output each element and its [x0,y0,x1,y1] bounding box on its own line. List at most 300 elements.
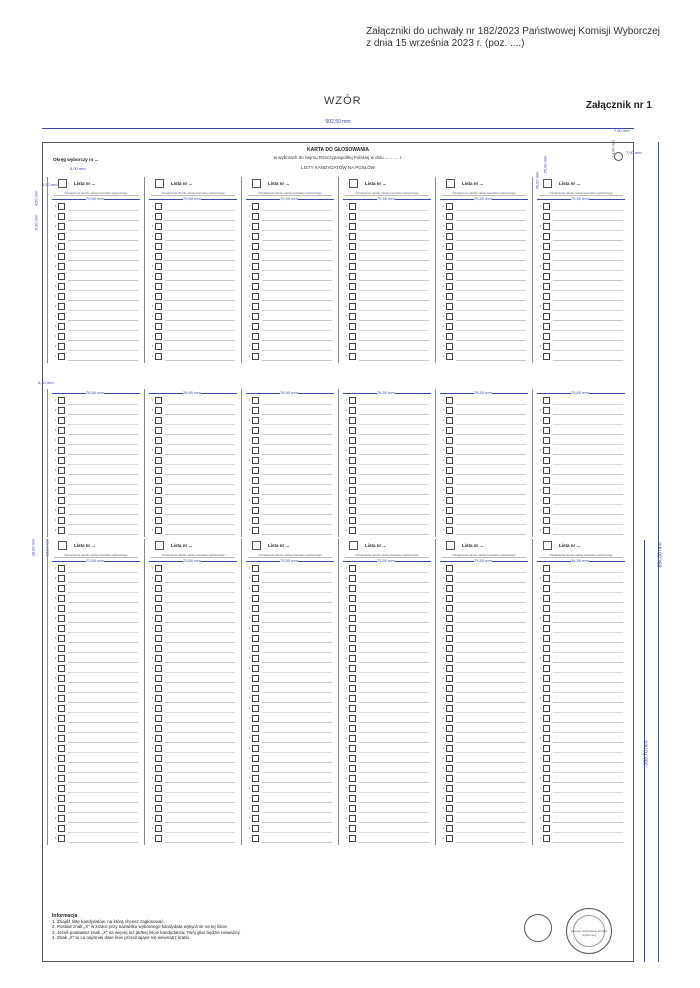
candidate-checkbox[interactable] [446,273,453,280]
candidate-checkbox[interactable] [252,635,259,642]
candidate-checkbox[interactable] [349,273,356,280]
candidate-checkbox[interactable] [446,635,453,642]
candidate-checkbox[interactable] [349,715,356,722]
candidate-checkbox[interactable] [155,273,162,280]
candidate-checkbox[interactable] [58,477,65,484]
candidate-checkbox[interactable] [446,585,453,592]
candidate-checkbox[interactable] [252,273,259,280]
candidate-checkbox[interactable] [252,343,259,350]
candidate-checkbox[interactable] [252,755,259,762]
candidate-checkbox[interactable] [446,323,453,330]
candidate-checkbox[interactable] [155,467,162,474]
candidate-checkbox[interactable] [349,825,356,832]
candidate-checkbox[interactable] [252,705,259,712]
candidate-checkbox[interactable] [58,615,65,622]
candidate-checkbox[interactable] [349,785,356,792]
candidate-checkbox[interactable] [58,313,65,320]
candidate-checkbox[interactable] [446,815,453,822]
candidate-checkbox[interactable] [543,775,550,782]
candidate-checkbox[interactable] [155,487,162,494]
candidate-checkbox[interactable] [446,407,453,414]
candidate-checkbox[interactable] [155,447,162,454]
candidate-checkbox[interactable] [349,427,356,434]
candidate-checkbox[interactable] [252,625,259,632]
candidate-checkbox[interactable] [349,313,356,320]
candidate-checkbox[interactable] [58,655,65,662]
candidate-checkbox[interactable] [155,715,162,722]
candidate-checkbox[interactable] [446,417,453,424]
candidate-checkbox[interactable] [58,527,65,534]
candidate-checkbox[interactable] [252,715,259,722]
candidate-checkbox[interactable] [349,725,356,732]
candidate-checkbox[interactable] [446,467,453,474]
candidate-checkbox[interactable] [155,615,162,622]
candidate-checkbox[interactable] [155,223,162,230]
candidate-checkbox[interactable] [543,477,550,484]
candidate-checkbox[interactable] [446,263,453,270]
candidate-checkbox[interactable] [446,527,453,534]
candidate-checkbox[interactable] [543,595,550,602]
candidate-checkbox[interactable] [446,253,453,260]
candidate-checkbox[interactable] [252,765,259,772]
candidate-checkbox[interactable] [252,487,259,494]
candidate-checkbox[interactable] [349,497,356,504]
candidate-checkbox[interactable] [58,695,65,702]
candidate-checkbox[interactable] [543,397,550,404]
candidate-checkbox[interactable] [349,835,356,842]
candidate-checkbox[interactable] [543,437,550,444]
candidate-checkbox[interactable] [349,585,356,592]
candidate-checkbox[interactable] [543,333,550,340]
candidate-checkbox[interactable] [349,517,356,524]
candidate-checkbox[interactable] [155,565,162,572]
candidate-checkbox[interactable] [446,223,453,230]
candidate-checkbox[interactable] [446,745,453,752]
candidate-checkbox[interactable] [543,765,550,772]
candidate-checkbox[interactable] [58,785,65,792]
candidate-checkbox[interactable] [58,283,65,290]
candidate-checkbox[interactable] [58,487,65,494]
candidate-checkbox[interactable] [252,745,259,752]
candidate-checkbox[interactable] [446,795,453,802]
candidate-checkbox[interactable] [252,565,259,572]
candidate-checkbox[interactable] [155,675,162,682]
candidate-checkbox[interactable] [252,223,259,230]
candidate-checkbox[interactable] [543,407,550,414]
candidate-checkbox[interactable] [155,595,162,602]
candidate-checkbox[interactable] [252,585,259,592]
candidate-checkbox[interactable] [155,233,162,240]
candidate-checkbox[interactable] [252,253,259,260]
candidate-checkbox[interactable] [543,487,550,494]
candidate-checkbox[interactable] [58,273,65,280]
candidate-checkbox[interactable] [155,213,162,220]
candidate-checkbox[interactable] [446,775,453,782]
candidate-checkbox[interactable] [349,343,356,350]
candidate-checkbox[interactable] [446,735,453,742]
candidate-checkbox[interactable] [252,417,259,424]
candidate-checkbox[interactable] [58,333,65,340]
candidate-checkbox[interactable] [349,675,356,682]
candidate-checkbox[interactable] [446,457,453,464]
candidate-checkbox[interactable] [543,695,550,702]
candidate-checkbox[interactable] [252,497,259,504]
candidate-checkbox[interactable] [58,685,65,692]
candidate-checkbox[interactable] [58,775,65,782]
candidate-checkbox[interactable] [446,213,453,220]
candidate-checkbox[interactable] [58,725,65,732]
candidate-checkbox[interactable] [155,575,162,582]
candidate-checkbox[interactable] [446,487,453,494]
candidate-checkbox[interactable] [349,323,356,330]
candidate-checkbox[interactable] [543,725,550,732]
candidate-checkbox[interactable] [58,407,65,414]
candidate-checkbox[interactable] [58,293,65,300]
candidate-checkbox[interactable] [155,665,162,672]
candidate-checkbox[interactable] [252,517,259,524]
candidate-checkbox[interactable] [543,343,550,350]
candidate-checkbox[interactable] [58,467,65,474]
candidate-checkbox[interactable] [155,695,162,702]
candidate-checkbox[interactable] [155,835,162,842]
candidate-checkbox[interactable] [252,203,259,210]
candidate-checkbox[interactable] [58,815,65,822]
candidate-checkbox[interactable] [155,283,162,290]
candidate-checkbox[interactable] [349,507,356,514]
candidate-checkbox[interactable] [252,815,259,822]
candidate-checkbox[interactable] [155,333,162,340]
candidate-checkbox[interactable] [349,243,356,250]
candidate-checkbox[interactable] [349,695,356,702]
candidate-checkbox[interactable] [252,263,259,270]
candidate-checkbox[interactable] [155,397,162,404]
candidate-checkbox[interactable] [155,745,162,752]
candidate-checkbox[interactable] [349,655,356,662]
candidate-checkbox[interactable] [543,755,550,762]
candidate-checkbox[interactable] [349,775,356,782]
candidate-checkbox[interactable] [58,233,65,240]
candidate-checkbox[interactable] [543,517,550,524]
candidate-checkbox[interactable] [543,585,550,592]
candidate-checkbox[interactable] [349,527,356,534]
candidate-checkbox[interactable] [252,333,259,340]
candidate-checkbox[interactable] [543,815,550,822]
candidate-checkbox[interactable] [349,477,356,484]
candidate-checkbox[interactable] [58,223,65,230]
candidate-checkbox[interactable] [252,213,259,220]
candidate-checkbox[interactable] [155,635,162,642]
candidate-checkbox[interactable] [58,303,65,310]
candidate-checkbox[interactable] [446,705,453,712]
candidate-checkbox[interactable] [446,397,453,404]
candidate-checkbox[interactable] [252,645,259,652]
candidate-checkbox[interactable] [252,595,259,602]
candidate-checkbox[interactable] [58,323,65,330]
candidate-checkbox[interactable] [349,795,356,802]
candidate-checkbox[interactable] [446,283,453,290]
candidate-checkbox[interactable] [252,323,259,330]
candidate-checkbox[interactable] [155,527,162,534]
candidate-checkbox[interactable] [155,303,162,310]
candidate-checkbox[interactable] [543,417,550,424]
candidate-checkbox[interactable] [155,427,162,434]
candidate-checkbox[interactable] [543,497,550,504]
candidate-checkbox[interactable] [446,755,453,762]
candidate-checkbox[interactable] [543,635,550,642]
candidate-checkbox[interactable] [155,655,162,662]
candidate-checkbox[interactable] [349,417,356,424]
candidate-checkbox[interactable] [349,333,356,340]
candidate-checkbox[interactable] [349,625,356,632]
candidate-checkbox[interactable] [58,585,65,592]
candidate-checkbox[interactable] [252,303,259,310]
candidate-checkbox[interactable] [252,283,259,290]
candidate-checkbox[interactable] [446,695,453,702]
candidate-checkbox[interactable] [446,427,453,434]
candidate-checkbox[interactable] [543,203,550,210]
candidate-checkbox[interactable] [349,203,356,210]
candidate-checkbox[interactable] [349,233,356,240]
candidate-checkbox[interactable] [349,645,356,652]
candidate-checkbox[interactable] [446,805,453,812]
candidate-checkbox[interactable] [252,527,259,534]
candidate-checkbox[interactable] [446,303,453,310]
candidate-checkbox[interactable] [252,427,259,434]
candidate-checkbox[interactable] [252,605,259,612]
candidate-checkbox[interactable] [252,775,259,782]
candidate-checkbox[interactable] [446,203,453,210]
candidate-checkbox[interactable] [446,825,453,832]
candidate-checkbox[interactable] [349,735,356,742]
candidate-checkbox[interactable] [446,665,453,672]
candidate-checkbox[interactable] [155,517,162,524]
candidate-checkbox[interactable] [543,427,550,434]
candidate-checkbox[interactable] [252,507,259,514]
candidate-checkbox[interactable] [446,725,453,732]
list-checkbox[interactable] [155,541,164,550]
candidate-checkbox[interactable] [543,293,550,300]
candidate-checkbox[interactable] [349,805,356,812]
candidate-checkbox[interactable] [349,705,356,712]
candidate-checkbox[interactable] [58,263,65,270]
candidate-checkbox[interactable] [155,625,162,632]
candidate-checkbox[interactable] [58,575,65,582]
candidate-checkbox[interactable] [155,343,162,350]
candidate-checkbox[interactable] [155,353,162,360]
candidate-checkbox[interactable] [58,447,65,454]
list-checkbox[interactable] [252,179,261,188]
candidate-checkbox[interactable] [349,447,356,454]
candidate-checkbox[interactable] [446,715,453,722]
candidate-checkbox[interactable] [155,735,162,742]
candidate-checkbox[interactable] [349,615,356,622]
candidate-checkbox[interactable] [543,467,550,474]
list-checkbox[interactable] [446,179,455,188]
candidate-checkbox[interactable] [349,575,356,582]
candidate-checkbox[interactable] [252,407,259,414]
candidate-checkbox[interactable] [58,735,65,742]
candidate-checkbox[interactable] [446,595,453,602]
candidate-checkbox[interactable] [155,407,162,414]
candidate-checkbox[interactable] [543,507,550,514]
list-checkbox[interactable] [349,179,358,188]
candidate-checkbox[interactable] [543,457,550,464]
candidate-checkbox[interactable] [58,457,65,464]
candidate-checkbox[interactable] [155,507,162,514]
candidate-checkbox[interactable] [155,497,162,504]
candidate-checkbox[interactable] [446,615,453,622]
candidate-checkbox[interactable] [155,725,162,732]
candidate-checkbox[interactable] [58,805,65,812]
candidate-checkbox[interactable] [252,695,259,702]
candidate-checkbox[interactable] [446,655,453,662]
candidate-checkbox[interactable] [58,645,65,652]
candidate-checkbox[interactable] [252,795,259,802]
candidate-checkbox[interactable] [58,705,65,712]
candidate-checkbox[interactable] [349,303,356,310]
candidate-checkbox[interactable] [58,795,65,802]
candidate-checkbox[interactable] [543,835,550,842]
candidate-checkbox[interactable] [446,765,453,772]
candidate-checkbox[interactable] [252,233,259,240]
candidate-checkbox[interactable] [252,615,259,622]
candidate-checkbox[interactable] [349,263,356,270]
candidate-checkbox[interactable] [349,665,356,672]
candidate-checkbox[interactable] [349,283,356,290]
candidate-checkbox[interactable] [543,655,550,662]
candidate-checkbox[interactable] [58,243,65,250]
candidate-checkbox[interactable] [252,313,259,320]
candidate-checkbox[interactable] [543,605,550,612]
candidate-checkbox[interactable] [155,705,162,712]
candidate-checkbox[interactable] [349,353,356,360]
candidate-checkbox[interactable] [349,397,356,404]
candidate-checkbox[interactable] [446,333,453,340]
candidate-checkbox[interactable] [446,353,453,360]
candidate-checkbox[interactable] [543,323,550,330]
candidate-checkbox[interactable] [446,785,453,792]
candidate-checkbox[interactable] [543,353,550,360]
candidate-checkbox[interactable] [349,765,356,772]
candidate-checkbox[interactable] [155,203,162,210]
candidate-checkbox[interactable] [543,625,550,632]
candidate-checkbox[interactable] [155,457,162,464]
candidate-checkbox[interactable] [58,253,65,260]
candidate-checkbox[interactable] [155,585,162,592]
candidate-checkbox[interactable] [58,437,65,444]
candidate-checkbox[interactable] [252,457,259,464]
candidate-checkbox[interactable] [252,685,259,692]
candidate-checkbox[interactable] [252,353,259,360]
candidate-checkbox[interactable] [543,575,550,582]
candidate-checkbox[interactable] [252,575,259,582]
candidate-checkbox[interactable] [349,253,356,260]
candidate-checkbox[interactable] [446,517,453,524]
candidate-checkbox[interactable] [252,735,259,742]
list-checkbox[interactable] [349,541,358,550]
candidate-checkbox[interactable] [155,775,162,782]
candidate-checkbox[interactable] [543,527,550,534]
list-checkbox[interactable] [446,541,455,550]
candidate-checkbox[interactable] [543,447,550,454]
candidate-checkbox[interactable] [58,497,65,504]
list-checkbox[interactable] [252,541,261,550]
candidate-checkbox[interactable] [155,437,162,444]
candidate-checkbox[interactable] [349,293,356,300]
candidate-checkbox[interactable] [58,715,65,722]
candidate-checkbox[interactable] [446,497,453,504]
candidate-checkbox[interactable] [349,815,356,822]
candidate-checkbox[interactable] [446,437,453,444]
candidate-checkbox[interactable] [155,417,162,424]
candidate-checkbox[interactable] [58,213,65,220]
candidate-checkbox[interactable] [543,263,550,270]
list-checkbox[interactable] [543,541,552,550]
candidate-checkbox[interactable] [58,635,65,642]
candidate-checkbox[interactable] [155,243,162,250]
candidate-checkbox[interactable] [252,397,259,404]
candidate-checkbox[interactable] [543,795,550,802]
candidate-checkbox[interactable] [252,725,259,732]
candidate-checkbox[interactable] [543,223,550,230]
candidate-checkbox[interactable] [58,427,65,434]
candidate-checkbox[interactable] [543,273,550,280]
candidate-checkbox[interactable] [252,785,259,792]
candidate-checkbox[interactable] [155,477,162,484]
candidate-checkbox[interactable] [349,755,356,762]
candidate-checkbox[interactable] [58,745,65,752]
candidate-checkbox[interactable] [155,685,162,692]
candidate-checkbox[interactable] [543,685,550,692]
candidate-checkbox[interactable] [58,397,65,404]
candidate-checkbox[interactable] [543,715,550,722]
candidate-checkbox[interactable] [446,645,453,652]
candidate-checkbox[interactable] [543,645,550,652]
candidate-checkbox[interactable] [58,765,65,772]
candidate-checkbox[interactable] [543,233,550,240]
candidate-checkbox[interactable] [446,625,453,632]
candidate-checkbox[interactable] [349,487,356,494]
candidate-checkbox[interactable] [58,665,65,672]
candidate-checkbox[interactable] [58,755,65,762]
candidate-checkbox[interactable] [446,243,453,250]
candidate-checkbox[interactable] [58,625,65,632]
candidate-checkbox[interactable] [349,457,356,464]
candidate-checkbox[interactable] [543,705,550,712]
candidate-checkbox[interactable] [349,467,356,474]
candidate-checkbox[interactable] [543,303,550,310]
candidate-checkbox[interactable] [349,565,356,572]
candidate-checkbox[interactable] [543,565,550,572]
candidate-checkbox[interactable] [58,825,65,832]
candidate-checkbox[interactable] [58,343,65,350]
candidate-checkbox[interactable] [543,665,550,672]
list-checkbox[interactable] [543,179,552,188]
candidate-checkbox[interactable] [446,575,453,582]
candidate-checkbox[interactable] [155,293,162,300]
candidate-checkbox[interactable] [58,675,65,682]
candidate-checkbox[interactable] [349,635,356,642]
candidate-checkbox[interactable] [543,283,550,290]
candidate-checkbox[interactable] [543,745,550,752]
candidate-checkbox[interactable] [155,605,162,612]
candidate-checkbox[interactable] [543,213,550,220]
candidate-checkbox[interactable] [252,675,259,682]
candidate-checkbox[interactable] [252,293,259,300]
candidate-checkbox[interactable] [58,605,65,612]
candidate-checkbox[interactable] [155,805,162,812]
candidate-checkbox[interactable] [446,447,453,454]
